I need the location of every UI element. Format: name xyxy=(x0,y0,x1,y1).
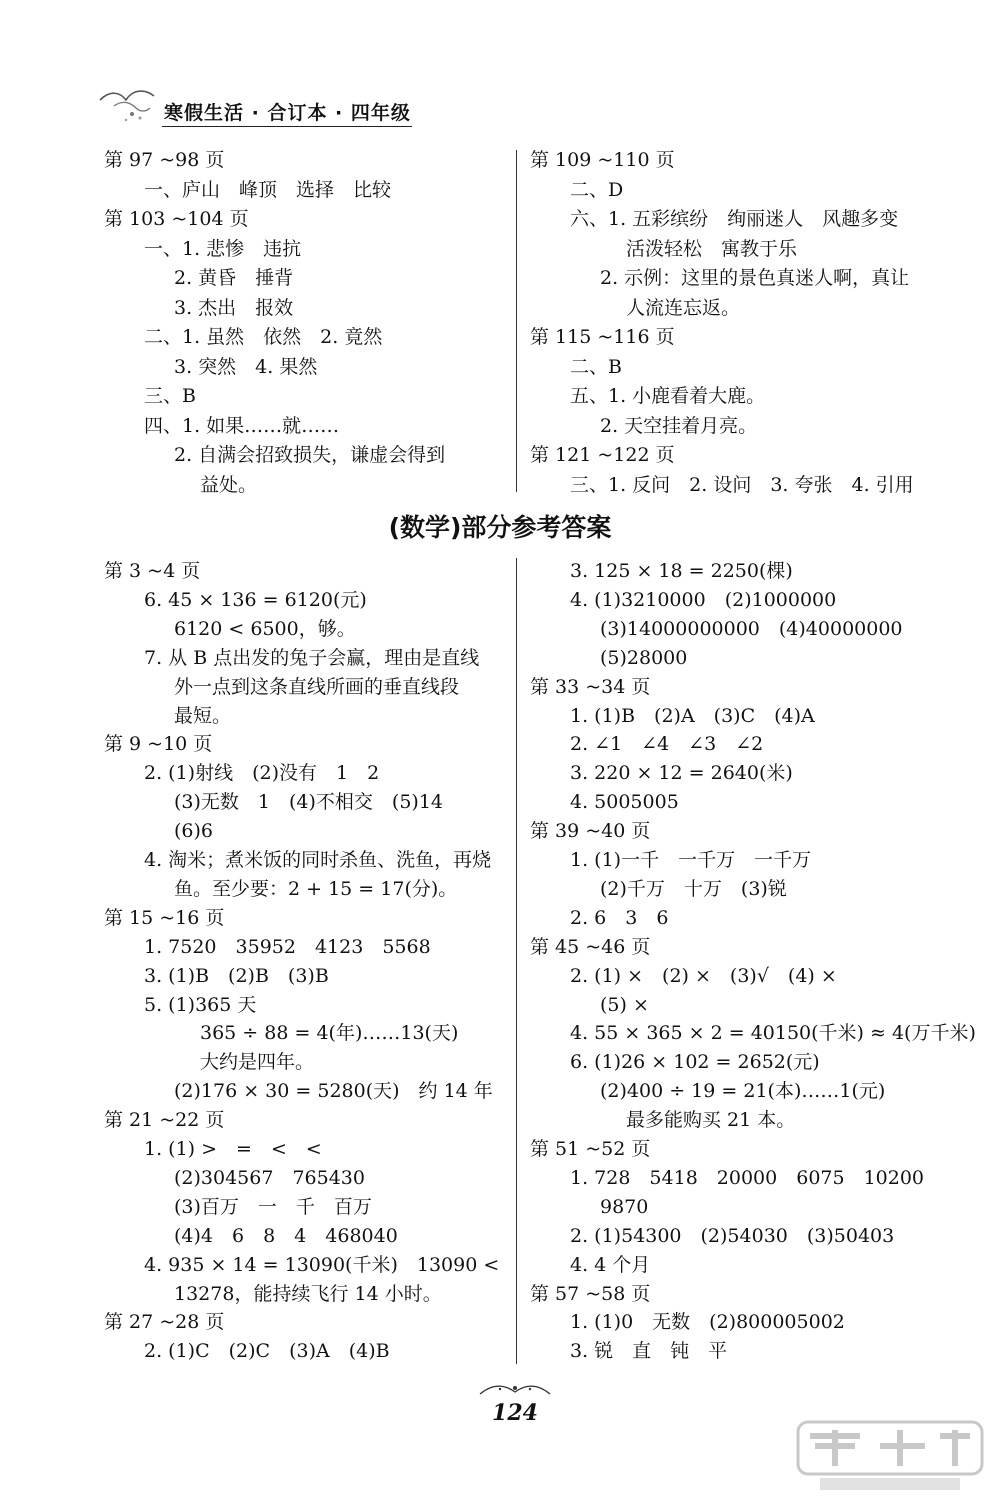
answer-line: 9870 xyxy=(600,1195,649,1218)
answer-line: 1. 7520 35952 4123 5568 xyxy=(144,935,431,958)
answer-line: 4. (1)3210000 (2)1000000 xyxy=(570,588,837,611)
answer-line: 4. 935 × 14 = 13090(千米) 13090 < xyxy=(144,1253,500,1276)
page-number: 124 xyxy=(492,1400,538,1426)
answer-line: 2. 天空挂着月亮。 xyxy=(600,414,758,437)
flying-bird-decoration-icon xyxy=(96,82,162,128)
page-range-heading: 第 121 ~122 页 xyxy=(530,444,675,466)
answer-line: 外一点到这条直线所画的垂直线段 xyxy=(174,675,460,698)
page-range-heading: 第 39 ~40 页 xyxy=(530,820,651,843)
page-range-heading: 第 21 ~22 页 xyxy=(104,1109,225,1132)
column-divider-top xyxy=(516,150,517,492)
answer-line: 3. 突然 4. 果然 xyxy=(174,355,318,378)
math-section-title: (数学)部分参考答案 xyxy=(388,513,612,542)
page-range-heading: 第 33 ~34 页 xyxy=(530,675,651,698)
page-number-block xyxy=(470,1380,560,1428)
answer-line: 活泼轻松 寓教于乐 xyxy=(626,237,798,260)
answer-line: (5) × xyxy=(600,993,649,1016)
answer-line: (3)无数 1 (4)不相交 (5)14 xyxy=(174,791,444,814)
answer-line: 3. 锐 直 钝 平 xyxy=(570,1340,728,1363)
column-divider-bottom xyxy=(516,558,517,1364)
answer-line: 3. 125 × 18 = 2250(棵) xyxy=(570,560,793,582)
answer-line: 2. 示例：这里的景色真迷人啊，真让 xyxy=(600,267,910,289)
answer-line: 3. 杰出 报效 xyxy=(174,296,294,319)
ornament-icon xyxy=(470,1380,560,1400)
watermark-logo-icon xyxy=(790,1416,990,1496)
page-range-heading: 第 45 ~46 页 xyxy=(530,935,651,958)
page-range-heading: 第 3 ~4 页 xyxy=(104,560,201,582)
answer-line: 最短。 xyxy=(174,704,232,727)
answer-line: 5. (1)365 天 xyxy=(144,993,257,1016)
answer-line: 一、1. 悲惨 违抗 xyxy=(144,237,302,260)
answer-line: (6)6 xyxy=(174,820,214,843)
answer-line: 六、1. 五彩缤纷 绚丽迷人 风趣多变 xyxy=(570,208,899,230)
answer-line: (5)28000 xyxy=(600,646,688,669)
answer-line: 四、1. 如果……就…… xyxy=(144,414,340,437)
answer-line: (2)176 × 30 = 5280(天) 约 14 年 xyxy=(174,1080,493,1103)
answer-line: 2. (1)射线 (2)没有 1 2 xyxy=(144,762,380,785)
answer-line: 3. (1)B (2)B (3)B xyxy=(144,964,329,987)
answer-line: 3. 220 × 12 = 2640(米) xyxy=(570,762,793,785)
answer-line: 4. 4 个月 xyxy=(570,1253,651,1276)
answer-line: 365 ÷ 88 = 4(年)……13(天) xyxy=(200,1022,459,1045)
answer-line: 大约是四年。 xyxy=(200,1051,315,1074)
answer-line: (2)304567 765430 xyxy=(174,1166,365,1189)
page-range-heading: 第 57 ~58 页 xyxy=(530,1282,651,1305)
answer-line: 4. 55 × 365 × 2 = 40150(千米) ≈ 4(万千米) xyxy=(570,1022,976,1045)
answer-line: 1. (1)0 无数 (2)800005002 xyxy=(570,1311,845,1334)
answer-line: 五、1. 小鹿看着大鹿。 xyxy=(570,385,766,407)
answer-line: 三、B xyxy=(144,385,196,407)
answer-line: 2. (1)C (2)C (3)A (4)B xyxy=(144,1340,390,1363)
answer-line: 6. 45 × 136 = 6120(元) xyxy=(144,588,367,611)
answer-line: 1. (1)B (2)A (3)C (4)A xyxy=(570,704,815,727)
answer-line: (4)4 6 8 4 468040 xyxy=(174,1224,398,1247)
page-range-heading: 第 103 ~104 页 xyxy=(104,208,249,230)
answer-line: 2. 6 3 6 xyxy=(570,906,669,929)
header-underline xyxy=(162,126,412,127)
answer-line: 2. 自满会招致损失，谦虚会得到 xyxy=(174,444,446,466)
answer-line: 2. (1)54300 (2)54030 (3)50403 xyxy=(570,1224,895,1247)
page-range-heading: 第 97 ~98 页 xyxy=(104,149,225,171)
page-range-heading: 第 51 ~52 页 xyxy=(530,1138,651,1160)
answer-line: 2. ∠1 ∠4 ∠3 ∠2 xyxy=(570,733,764,756)
page-range-heading: 第 15 ~16 页 xyxy=(104,906,225,929)
answer-line: 鱼。至少要：2 + 15 = 17(分)。 xyxy=(174,877,458,900)
answer-line: 2. 黄昏 捶背 xyxy=(174,267,294,289)
page-range-heading: 第 9 ~10 页 xyxy=(104,733,213,756)
answer-line: 二、D xyxy=(570,178,624,201)
answer-line: (3)14000000000 (4)40000000 xyxy=(600,617,903,640)
answer-line: 6. (1)26 × 102 = 2652(元) xyxy=(570,1051,820,1074)
answer-line: 7. 从 B 点出发的兔子会赢，理由是直线 xyxy=(144,646,480,669)
answer-line: 13278，能持续飞行 14 小时。 xyxy=(174,1282,442,1305)
header-title: 寒假生活 · 合订本 · 四年级 xyxy=(164,102,411,124)
answer-line: 益处。 xyxy=(200,473,258,496)
answer-line: 2. (1) × (2) × (3)√ (4) × xyxy=(570,964,837,987)
answer-line: 二、1. 虽然 依然 2. 竟然 xyxy=(144,326,383,348)
answer-line: 二、B xyxy=(570,355,622,378)
answer-line: 最多能购买 21 本。 xyxy=(626,1109,796,1132)
page-range-heading: 第 27 ~28 页 xyxy=(104,1311,225,1334)
answer-line: 人流连忘返。 xyxy=(626,296,741,319)
answer-line: 4. 5005005 xyxy=(570,791,679,814)
answer-line: 一、庐山 峰顶 选择 比较 xyxy=(144,178,392,201)
answer-line: (2)千万 十万 (3)锐 xyxy=(600,877,787,900)
answer-line: (3)百万 一 千 百万 xyxy=(174,1195,372,1218)
page-header xyxy=(96,82,426,128)
page-range-heading: 第 109 ~110 页 xyxy=(530,149,675,171)
page-range-heading: 第 115 ~116 页 xyxy=(530,326,675,348)
answer-line: 4. 淘米；煮米饭的同时杀鱼、洗鱼，再烧 xyxy=(144,849,492,871)
answer-line: (2)400 ÷ 19 = 21(本)……1(元) xyxy=(600,1080,886,1103)
answer-line: 6120 < 6500，够。 xyxy=(174,617,356,640)
answer-line: 1. (1)一千 一千万 一千万 xyxy=(570,849,812,871)
answer-line: 1. (1) > = < < xyxy=(144,1138,322,1160)
answer-line: 三、1. 反问 2. 设问 3. 夸张 4. 引用 xyxy=(570,473,914,496)
answer-line: 1. 728 5418 20000 6075 10200 xyxy=(570,1166,925,1189)
